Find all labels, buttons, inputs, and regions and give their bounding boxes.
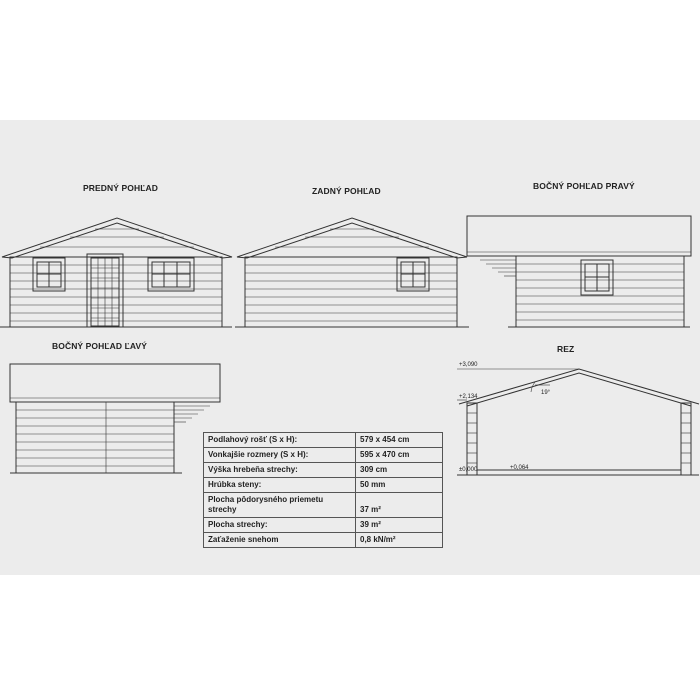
floor-level: +0,064 xyxy=(510,465,529,471)
table-row xyxy=(204,463,443,478)
spec-label: Podlahový rošť (S x H): xyxy=(204,433,356,448)
spec-label: Vonkajšie rozmery (S x H): xyxy=(204,448,356,463)
table-row xyxy=(204,478,443,493)
ground-level: ±0,000 xyxy=(459,467,478,473)
spec-label: Zaťaženie snehom xyxy=(204,533,356,548)
table-row xyxy=(204,448,443,463)
spec-label: Plocha pôdorysného priemetu strechy xyxy=(204,493,356,518)
left-view-title: BOČNÝ POHĽAD ĽAVÝ xyxy=(52,341,148,351)
spec-label: Plocha strechy: xyxy=(204,518,356,533)
spec-value: 37 m² xyxy=(356,493,443,518)
spec-value: 309 cm xyxy=(356,463,443,478)
right-view-title: BOČNÝ POHĽAD PRAVÝ xyxy=(533,181,635,191)
front-elevation xyxy=(0,218,232,327)
spec-value: 39 m² xyxy=(356,518,443,533)
table-row xyxy=(204,518,443,533)
table-row xyxy=(204,493,443,518)
left-side-elevation xyxy=(10,364,220,473)
right-side-elevation xyxy=(467,216,691,327)
spec-value: 50 mm xyxy=(356,478,443,493)
ridge-level: +3,090 xyxy=(459,362,478,368)
roof-pitch: 19° xyxy=(541,390,551,396)
table-row xyxy=(204,433,443,448)
spec-value: 579 x 454 cm xyxy=(356,433,443,448)
back-view-title: ZADNÝ POHĽAD xyxy=(312,186,381,196)
spec-table xyxy=(203,432,443,548)
front-view-title: PREDNÝ POHĽAD xyxy=(83,183,158,193)
spec-value: 595 x 470 cm xyxy=(356,448,443,463)
eave-level: +2,134 xyxy=(459,394,478,400)
spec-label: Výška hrebeňa strechy: xyxy=(204,463,356,478)
back-elevation xyxy=(235,218,469,327)
section-drawing xyxy=(457,362,699,475)
spec-label: Hrúbka steny: xyxy=(204,478,356,493)
table-row xyxy=(204,533,443,548)
section-view-title: REZ xyxy=(557,344,575,354)
spec-value: 0,8 kN/m² xyxy=(356,533,443,548)
